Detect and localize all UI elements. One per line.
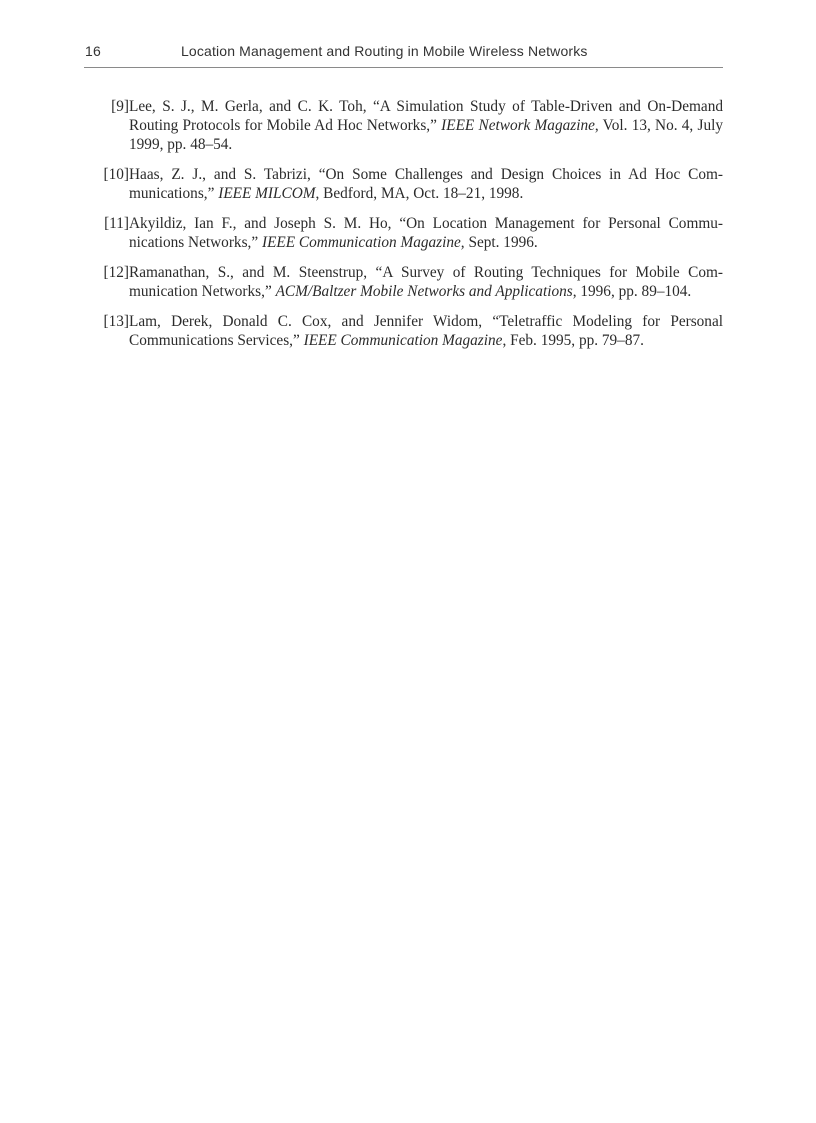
reference-text-part: , 1996, pp. 89–104. <box>572 283 692 300</box>
reference-text-part: Ramanathan, S., and M. Steenstrup, “A Survey of Routing Techniques for Mobile Com-munication Networks,” <box>129 264 723 300</box>
reference-entry-9 <box>84 97 723 154</box>
reference-text-part: , Bedford, MA, Oct. 18–21, 1998. <box>315 185 524 202</box>
page-header <box>84 41 723 68</box>
journal-title: IEEE Network Magazine <box>441 117 595 134</box>
reference-text-part: Akyildiz, Ian F., and Joseph S. M. Ho, “On Location Management for Personal Commu-nications Networks,” <box>129 215 723 251</box>
page-number: 16 <box>85 43 101 59</box>
journal-title: ACM/Baltzer Mobile Networks and Applications <box>275 283 573 300</box>
journal-title: IEEE Communication Magazine, <box>261 234 465 251</box>
reference-list <box>84 97 723 361</box>
reference-text <box>129 97 723 154</box>
reference-text <box>129 312 723 350</box>
reference-label: [13] <box>103 313 129 330</box>
reference-text-part: , Vol. 13, No. 4, July 1999, pp. 48–54. <box>129 117 723 153</box>
reference-text-part: Lee, S. J., M. Gerla, and C. K. Toh, “A Simulation Study of Table-Driven and On-Demand Routing Protocols for Mobile Ad Hoc Networks,” <box>129 98 723 134</box>
reference-label: [10] <box>103 166 129 183</box>
journal-title: IEEE Communication Magazine <box>303 332 503 349</box>
reference-text-part: Haas, Z. J., and S. Tabrizi, “On Some Challenges and Design Choices in Ad Hoc Com-munications,” <box>129 166 723 202</box>
reference-label: [12] <box>103 264 129 281</box>
reference-text <box>129 165 723 203</box>
journal-title: IEEE MILCOM <box>218 185 316 202</box>
reference-entry-11 <box>84 214 723 252</box>
reference-entry-12 <box>84 263 723 301</box>
reference-text-part: , Feb. 1995, pp. 79–87. <box>502 332 644 349</box>
reference-text-part: Lam, Derek, Donald C. Cox, and Jennifer Widom, “Teletraffic Modeling for Personal Communications Services,” <box>129 313 723 349</box>
reference-label: [9] <box>111 98 129 115</box>
reference-entry-13 <box>84 312 723 350</box>
running-title: Location Management and Routing in Mobile Wireless Networks <box>181 43 588 59</box>
reference-text-part: Sept. 1996. <box>464 234 538 251</box>
reference-label: [11] <box>104 215 129 232</box>
reference-text <box>129 214 723 252</box>
reference-entry-10 <box>84 165 723 203</box>
reference-text <box>129 263 723 301</box>
